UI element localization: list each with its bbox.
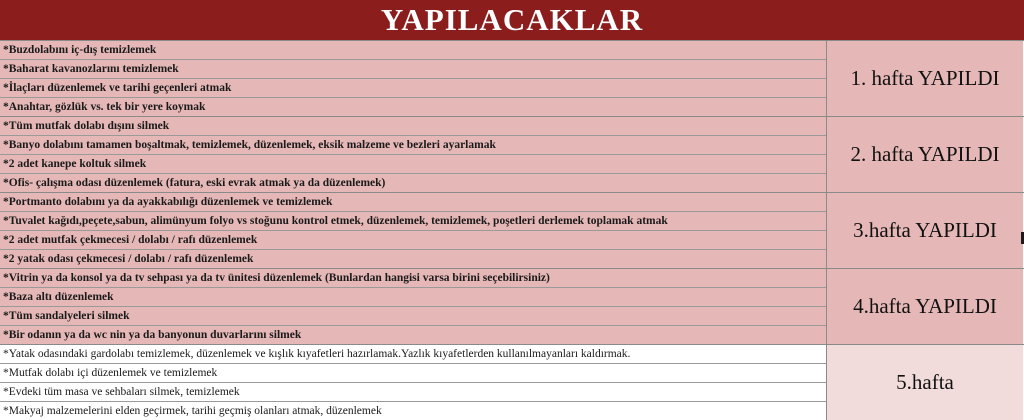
week-status: 4.hafta YAPILDI [826,269,1023,344]
task-cell: *Evdeki tüm masa ve sehbaları silmek, temizlemek [0,383,826,402]
week-status: 3.hafta YAPILDI [826,193,1023,268]
task-cell: *Tüm mutfak dolabı dışını silmek [0,117,826,136]
week-grid [0,40,1024,420]
week-status: 5.hafta [826,345,1023,420]
task-cell: *Buzdolabını iç-dış temizlemek [0,41,826,60]
task-cell: *Makyaj malzemelerini elden geçirmek, tarihi geçmiş olanları atmak, düzenlemek [3,405,382,417]
week-status: 1. hafta YAPILDI [826,41,1023,116]
task-cell: *İlaçları düzenlemek ve tarihi geçenleri atmak [0,79,826,98]
task-cell: *2 adet mutfak çekmecesi / dolabı / rafı düzenlemek [0,231,826,250]
task-cell: *2 yatak odası çekmecesi / dolabı / rafı düzenlemek [3,253,254,265]
task-cell: *Baharat kavanozlarını temizlemek [0,60,826,79]
task-list [0,41,826,116]
task-cell: *Anahtar, gözlük vs. tek bir yere koymak [3,101,206,113]
task-cell: *Portmanto dolabını ya da ayakkabılığı düzenlemek ve temizlemek [0,193,826,212]
week-row [0,345,1024,420]
task-cell: *Baza altı düzenlemek [0,288,826,307]
task-cell: *Bir odanın ya da wc nin ya da banyonun duvarlarını silmek [3,329,302,341]
task-cell: *Vitrin ya da konsol ya da tv sehpası ya da tv ünitesi düzenlemek (Bunlardan hangisi varsa birini seçebilirsiniz) [0,269,826,288]
task-list [0,345,826,420]
task-list [0,269,826,344]
week-row [0,117,1024,193]
task-cell: *Tuvalet kağıdı,peçete,sabun, alimünyum folyo vs stoğunu kontrol etmek, düzenlemek, temizlemek, poşetleri derlemek toplamak atmak [0,212,826,231]
week-row [0,193,1024,269]
task-cell: *2 adet kanepe koltuk silmek [0,155,826,174]
sheet-title: YAPILACAKLAR [0,0,1024,40]
task-cell: *Ofis- çalışma odası düzenlemek (fatura, eski evrak atmak ya da düzenlemek) [3,177,386,189]
task-cell: *Banyo dolabını tamamen boşaltmak, temizlemek, düzenlemek, eksik malzeme ve bezleri ayarlamak [0,136,826,155]
week-row [0,269,1024,345]
week-row [0,41,1024,117]
task-list [0,193,826,268]
task-cell: *Yatak odasındaki gardolabı temizlemek, düzenlemek ve kışlık kıyafetleri hazırlamak.Yazlık kıyafetlerden kullanılmayanları kaldırmak. [0,345,826,364]
task-cell: *Tüm sandalyeleri silmek [0,307,826,326]
task-cell: *Mutfak dolabı içi düzenlemek ve temizlemek [0,364,826,383]
week-status: 2. hafta YAPILDI [826,117,1023,192]
task-list [0,117,826,192]
